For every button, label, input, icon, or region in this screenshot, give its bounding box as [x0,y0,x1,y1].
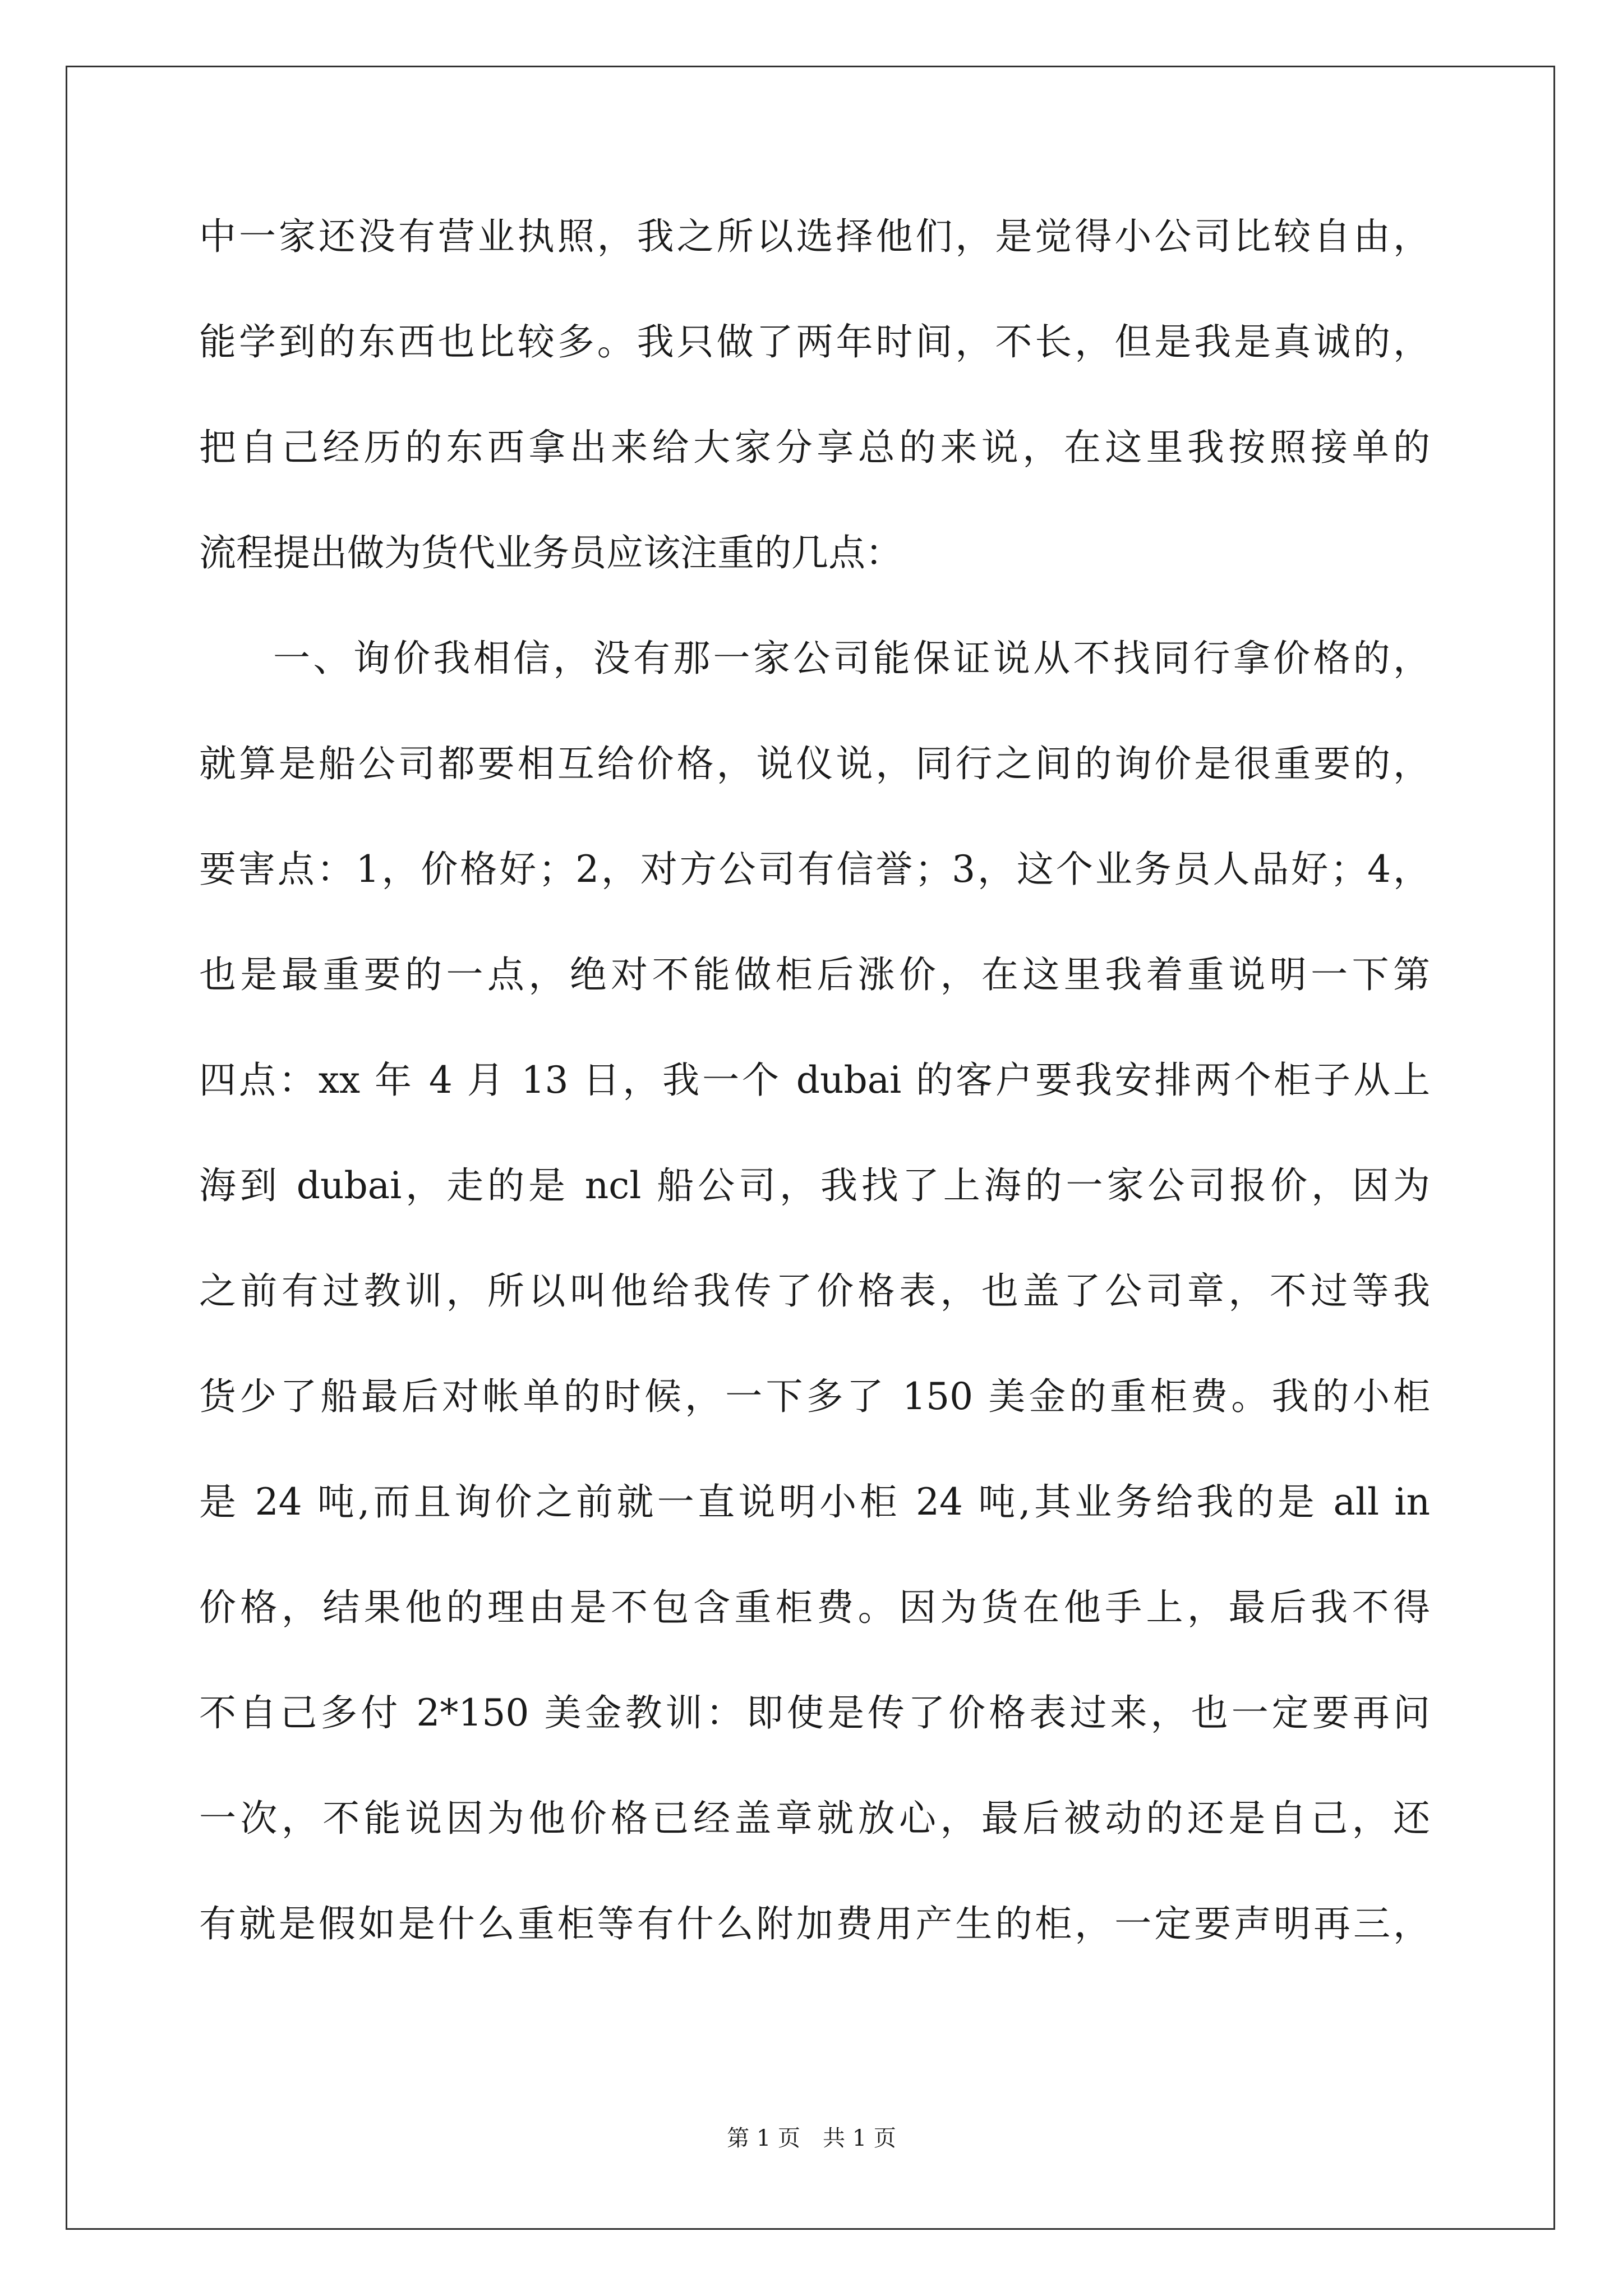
text-line: 也是最重要的一点，绝对不能做柜后涨价，在这里我着重说明一下第 [199,953,1430,996]
text-line: 海到 dubai，走的是 ncl 船公司，我找了上海的一家公司报价，因为 [199,1164,1430,1207]
text-line: 不自己多付 2*150 美金教训：即使是传了价格表过来，也一定要再问 [199,1691,1430,1734]
text-line: 就算是船公司都要相互给价格，说仪说，同行之间的询价是很重要的， [199,742,1430,785]
text-line: 一次，不能说因为他价格已经盖章就放心，最后被动的还是自己，还 [199,1797,1430,1840]
text-line: 之前有过教训，所以叫他给我传了价格表，也盖了公司章，不过等我 [199,1269,1430,1313]
text-line: 一、询价我相信，没有那一家公司能保证说从不找同行拿价格的， [273,637,1430,680]
page-number-footer: 第 1 页 共 1 页 [727,2125,896,2151]
text-line: 要害点：1，价格好；2，对方公司有信誉；3，这个业务员人品好；4， [199,848,1430,891]
text-line: 有就是假如是什么重柜等有什么附加费用产生的柜，一定要声明再三， [199,1902,1430,1945]
document-body [199,210,1430,2003]
text-line: 中一家还没有营业执照，我之所以选择他们，是觉得小公司比较自由， [199,215,1430,258]
text-line: 货少了船最后对帐单的时候，一下多了 150 美金的重柜费。我的小柜 [199,1375,1430,1418]
text-line: 流程提出做为货代业务员应该注重的几点： [199,531,902,574]
text-line: 价格，结果他的理由是不包含重柜费。因为货在他手上，最后我不得 [199,1586,1430,1629]
text-line: 把自己经历的东西拿出来给大家分享总的来说，在这里我按照接单的 [199,426,1430,469]
text-line: 四点：xx 年 4 月 13 日，我一个 dubai 的客户要我安排两个柜子从上 [199,1059,1430,1102]
text-line: 是 24 吨,而且询价之前就一直说明小柜 24 吨,其业务给我的是 all in [199,1480,1430,1524]
text-line: 能学到的东西也比较多。我只做了两年时间，不长，但是我是真诚的， [199,320,1430,364]
